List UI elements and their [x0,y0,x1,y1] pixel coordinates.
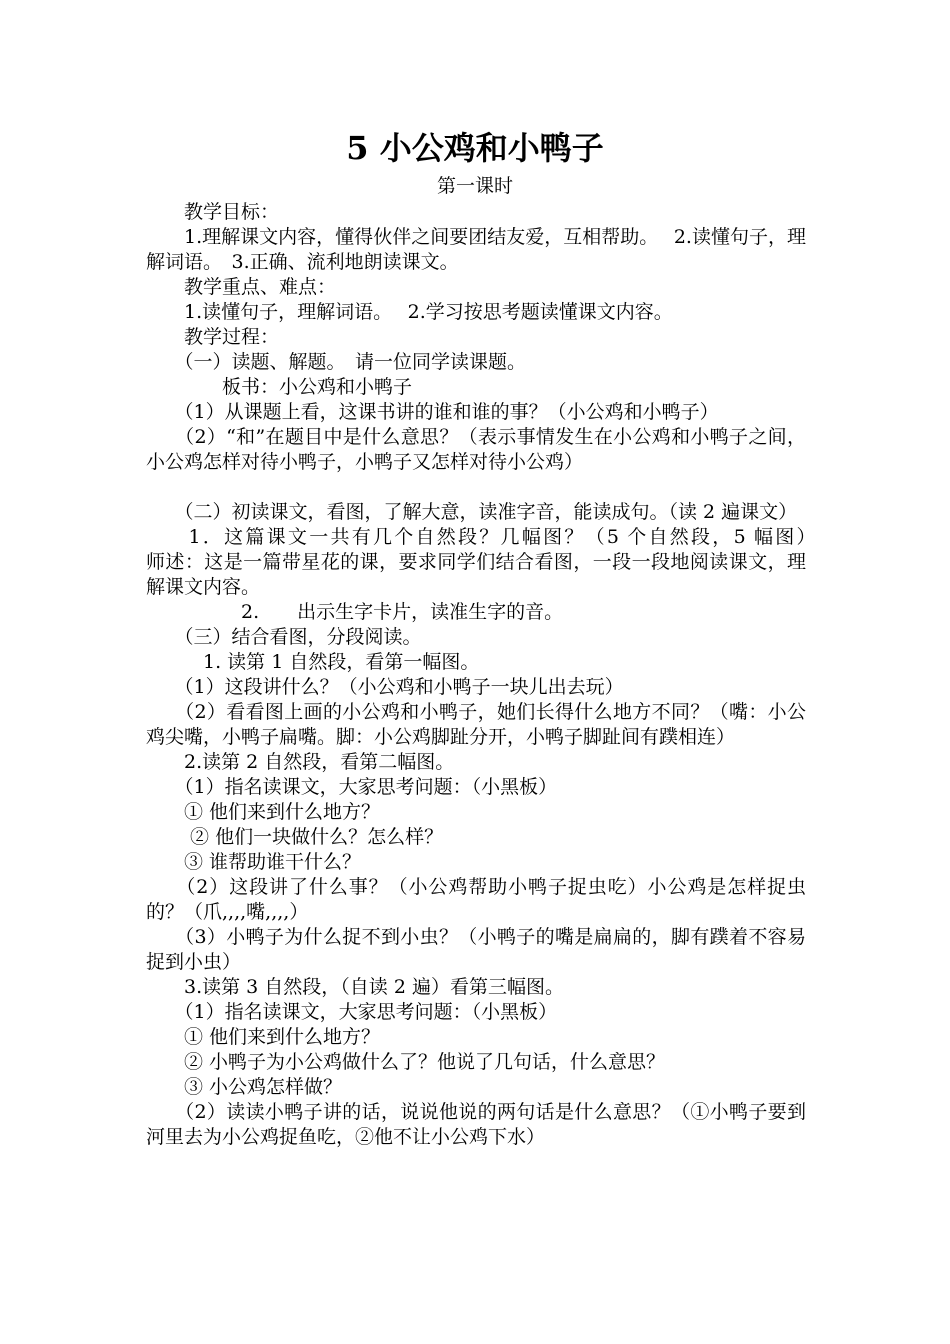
paragraph: 教学过程： [146,326,280,348]
document-body [146,200,902,1150]
paragraph: （1）这段讲什么？（小公鸡和小鸭子一块儿出去玩） [146,676,624,698]
paragraph: 教学目标： [146,201,280,223]
paragraph: （1）指名读课文，大家思考问题：（小黑板） [146,776,558,798]
paragraph: 1．这篇课文一共有几个自然段？几幅图？（5 个自然段，5 幅图） 师述：这是一篇带星花的课，要求同学们结合看图，一段一段地阅读课文，理解课文内容。 [146,526,902,598]
paragraph: （1）指名读课文，大家思考问题：（小黑板） [146,1001,558,1023]
blank-line [146,475,806,500]
paragraph: 1.读懂句子，理解词语。 2.学习按思考题读懂课文内容。 [146,301,673,323]
paragraph: 教学重点、难点： [146,276,337,298]
paragraph: ① 他们来到什么地方？ [146,1026,381,1048]
paragraph: （三）结合看图，分段阅读。 [146,626,422,648]
paragraph: （一）读题、解题。 请一位同学读课题。 [146,351,527,373]
paragraph: 1.理解课文内容，懂得伙伴之间要团结友爱，互相帮助。 2.读懂句子，理解词语。 3.正确、流利地朗读课文。 [146,226,806,273]
paragraph: 2. 出示生字卡片，读准生字的音。 [146,601,564,623]
document-title: 5 小公鸡和小鸭子 [346,129,604,167]
paragraph: ③ 谁帮助谁干什么？ [146,851,362,873]
paragraph: 3.读第 3 自然段，（自读 2 遍）看第三幅图。 [146,976,564,998]
paragraph: ③ 小公鸡怎样做？ [146,1076,343,1098]
paragraph: ② 他们一块做什么？怎么样？ [146,826,444,848]
paragraph: 1. 读第 1 自然段，看第一幅图。 [146,651,480,673]
paragraph: （2）“和”在题目中是什么意思？（表示事情发生在小公鸡和小鸭子之间，小公鸡怎样对待小鸭子，小鸭子又怎样对待小公鸡） [146,426,806,473]
paragraph: （二）初读课文，看图，了解大意，读准字音，能读成句。（读 2 遍课文） [146,501,798,523]
document-subtitle: 第一课时 [436,175,513,197]
paragraph: （2）看看图上画的小公鸡和小鸭子，她们长得什么地方不同？（嘴：小公鸡尖嘴，小鸭子扁嘴。脚：小公鸡脚趾分开，小鸭子脚趾间有蹼相连） [146,701,806,748]
paragraph: ② 小鸭子为小公鸡做什么了？他说了几句话，什么意思？ [146,1051,666,1073]
paragraph: （3）小鸭子为什么捉不到小虫？（小鸭子的嘴是扁扁的，脚有蹼着不容易捉到小虫） [146,926,806,973]
paragraph: 2.读第 2 自然段，看第二幅图。 [146,751,455,773]
paragraph: （1）从课题上看，这课书讲的谁和谁的事？（小公鸡和小鸭子） [146,401,719,423]
paragraph: （2）这段讲了什么事？（小公鸡帮助小鸭子捉虫吃）小公鸡是怎样捉虫的？（爪,,,,嘴,,,,） [146,876,806,923]
paragraph: 板书：小公鸡和小鸭子 [146,376,413,398]
paragraph: （2）读读小鸭子讲的话，说说他说的两句话是什么意思？（①小鸭子要到河里去为小公鸡捉鱼吃，②他不让小公鸡下水） [146,1101,806,1148]
paragraph: ① 他们来到什么地方？ [146,801,381,823]
